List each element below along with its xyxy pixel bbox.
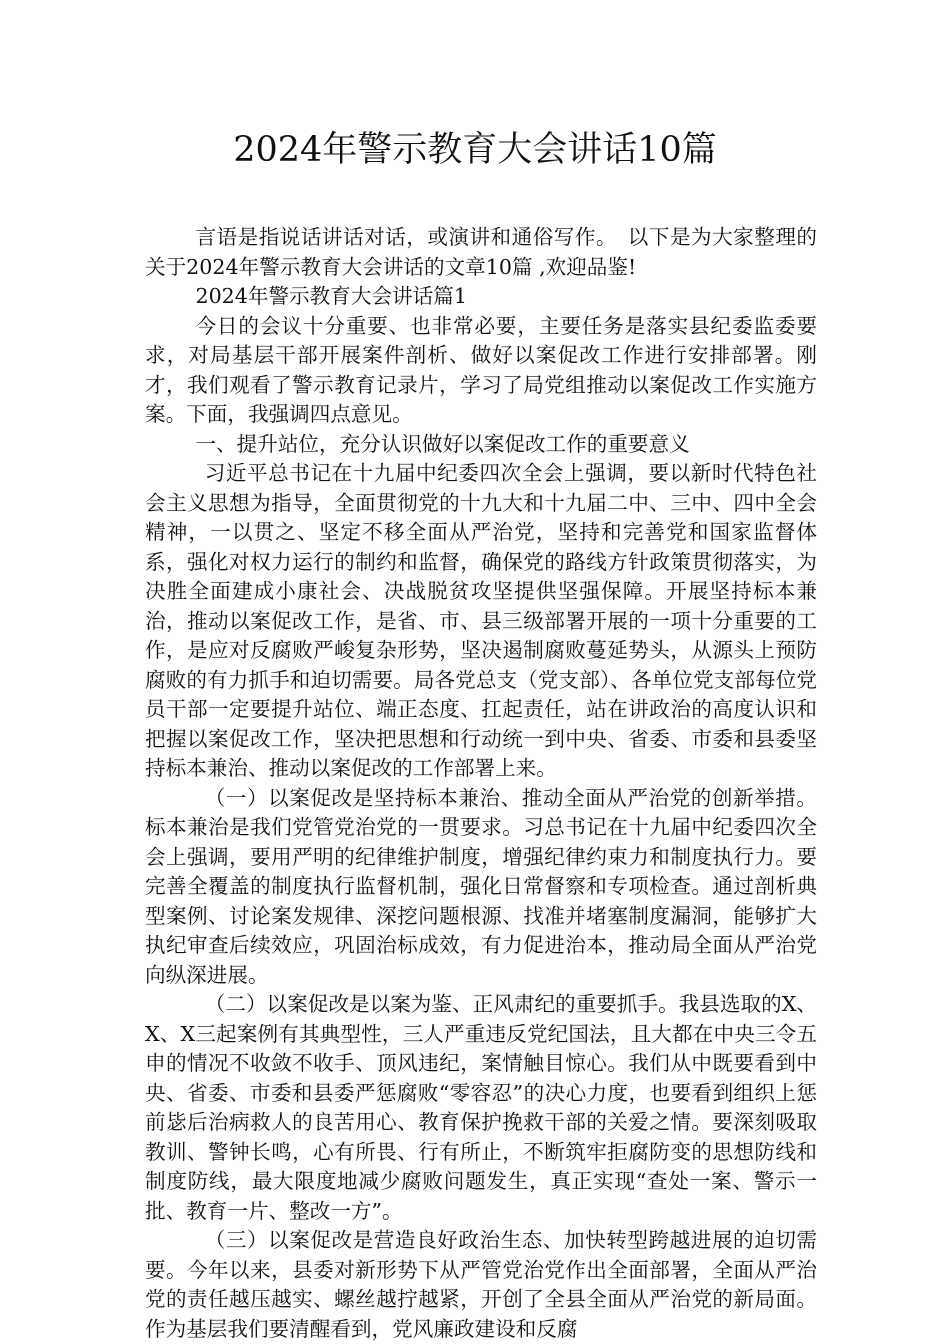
subsection-paragraph-3: （三）以案促改是营造良好政治生态、加快转型跨越进展的迫切需要。今年以来，县委对新形势下从严管党治党作出全面部署，全面从严治党的责任越压越实、螺丝越拧越紧，开创了全县全面从严治党的新局面。作为基层我们要清醒看到，党风廉政建设和反腐 — [145, 1228, 817, 1341]
subsection-paragraph-2: （二）以案促改是以案为鉴、正风肃纪的重要抓手。我县选取的X、X、X三起案例有其典型性，三人严重违反党纪国法，且大都在中央三令五申的情况不收敛不收手、顶风违纪，案情触目惊心。我们从中既要看到中央、省委、市委和县委严惩腐败“零容忍”的决心力度，也要看到组织上惩前毖后治病救人的良苦用心、教育保护挽救干部的关爱之情。要深刻吸取教训、警钟长鸣，心有所畏、行有所止，不断筑牢拒腐防变的思想防线和制度防线，最大限度地减少腐败问题发生，真正实现“查处一案、警示一批、教育一片、整改一方”。 — [145, 992, 817, 1223]
body-paragraph: 习近平总书记在十九届中纪委四次全会上强调，要以新时代特色社会主义思想为指导，全面贯彻党的十九大和十九届二中、三中、四中全会精神，一以贯之、坚定不移全面从严治党，坚持和完善党和国家监督体系，强化对权力运行的制约和监督，确保党的路线方针政策贯彻落实，为决胜全面建成小康社会、决战脱贫攻坚提供坚强保障。开展坚持标本兼治，推动以案促改工作，是省、市、县三级部署开展的一项十分重要的工作，是应对反腐败严峻复杂形势，坚决遏制腐败蔓延势头，从源头上预防腐败的有力抓手和迫切需要。局各党总支（党支部）、各单位党支部每位党员干部一定要提升站位、端正态度、扛起责任，站在讲政治的高度认识和把握以案促改工作，坚决把思想和行动统一到中央、省委、市委和县委坚持标本兼治、推动以案促改的工作部署上来。 — [145, 461, 817, 780]
section-heading-speech-1: 2024年警示教育大会讲话篇1 — [195, 284, 467, 308]
document-title: 2024年警示教育大会讲话10篇 — [233, 130, 717, 170]
section-heading-part-1: 一、提升站位，充分认识做好以案促改工作的重要意义 — [195, 431, 690, 456]
opening-paragraph: 今日的会议十分重要、也非常必要，主要任务是落实县纪委监委要求，对局基层干部开展案件剖析、做好以案促改工作进行安排部署。刚才，我们观看了警示教育记录片，学习了局党组推动以案促改工作实施方案。下面，我强调四点意见。 — [145, 313, 817, 426]
subsection-paragraph-1: （一）以案促改是坚持标本兼治、推动全面从严治党的创新举措。标本兼治是我们党管党治党的一贯要求。习总书记在十九届中纪委四次全会上强调，要用严明的纪律维护制度，增强纪律约束力和制度执行力。要完善全覆盖的制度执行监督机制，强化日常督察和专项检查。通过剖析典型案例、讨论案发规律、深挖问题根源、找准并堵塞制度漏洞，能够扩大执纪审查后续效应，巩固治标成效，有力促进治本，推动局全面从严治党向纵深进展。 — [145, 785, 817, 987]
intro-paragraph: 言语是指说话讲话对话，或演讲和通俗写作。 以下是为大家整理的关于2024年警示教育大会讲话的文章10篇 ,欢迎品鉴! — [145, 225, 817, 279]
document-body — [145, 223, 817, 1344]
